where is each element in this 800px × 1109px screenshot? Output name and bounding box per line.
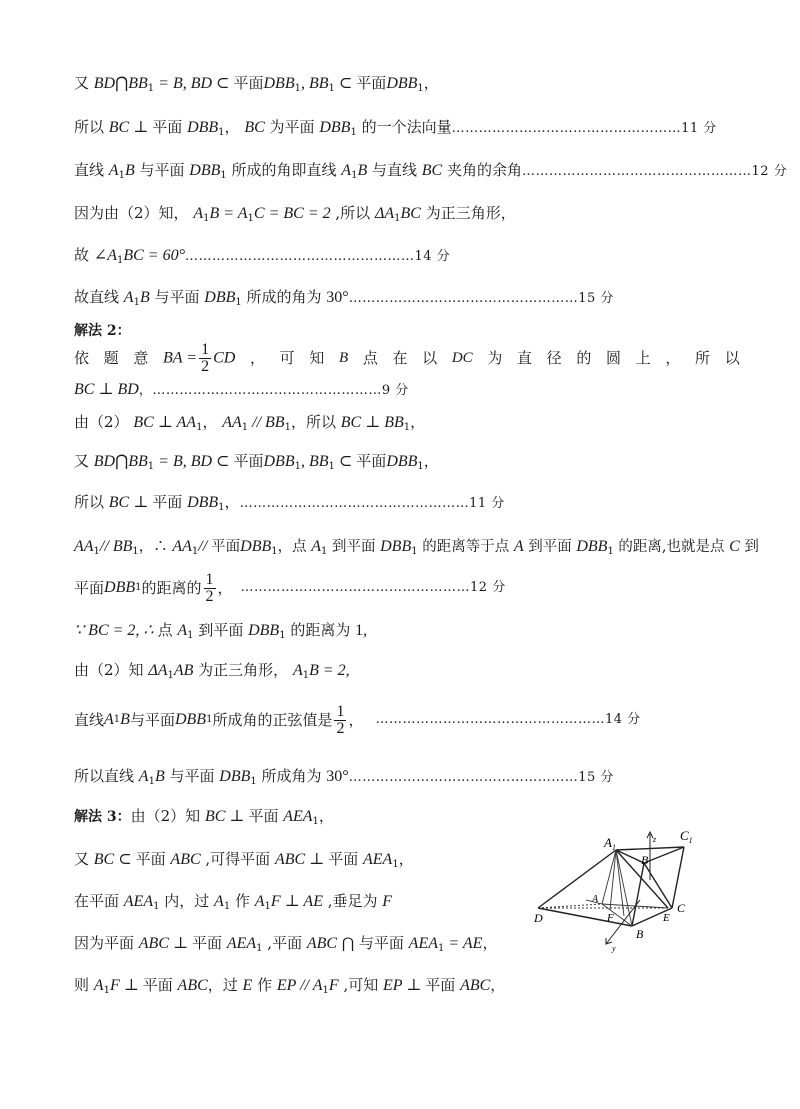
edge-D-A1 — [538, 850, 616, 908]
text-line-10: 由（2） BC ⊥ $AA_1$， $AA_1 // BB_1$，所以 BC ⊥ $BB_1$， — [74, 413, 426, 433]
text-line-16: 由（2）知 $\Delta A_1AB$ 为正三角形， $A_1B = 2$, — [74, 661, 350, 681]
edge-C1-C — [672, 847, 684, 908]
text-line-1: 又 $BD⋂BB_1 = B$, BD ⊂ 平面$DBB_1$, $BB_1$ ⊂ 平面$DBB_1$， — [74, 74, 439, 94]
text-line-15: ∵ BC = 2, ∴ 点 $A_1$ 到平面 $DBB_1$ 的距离为 1, — [74, 621, 368, 641]
edge-D-B — [538, 908, 632, 926]
score-12: ……………………………………………12 分 — [522, 164, 788, 179]
fraction-one-half: $\frac{1}{2}$ — [201, 340, 210, 375]
edge-B1-B — [632, 863, 644, 926]
label-B1: B — [641, 853, 649, 867]
score-14: ……………………………………………14 分 — [184, 249, 451, 264]
label-A1: $A_1$ — [604, 835, 616, 852]
score-11b: ……………………………………………11 分 — [239, 496, 505, 511]
label-y: y — [612, 944, 616, 953]
text-line-9: BC ⊥ BD，……………………………………………9 分 — [74, 381, 409, 398]
text-line-19: 解法 3：由（2）知 BC ⊥ 平面 $AEA_1$， — [74, 807, 334, 827]
label-C1: $C_1$ — [680, 828, 693, 845]
text-line-17: 直线 A 1 B 与平面 DBB 1 所成角的正弦值是 $\frac{1}{2}$ ， ……………………………………………14 分 — [74, 702, 641, 737]
text-line-18: 所以直线 $A_1B$ 与平面 $DBB_1$ 所成角为 30°……………………………………………15 分 — [74, 767, 614, 787]
score-9: ，……………………………………………9 分 — [138, 383, 409, 398]
text-line-20: 又 BC ⊂ 平面 ABC ,可得平面 ABC ⊥ 平面 $AEA_1$， — [74, 850, 414, 870]
score-15: ……………………………………………15 分 — [348, 291, 614, 306]
text-line-13: $AA_1//$ $BB_1$，∴ $AA_1//$ 平面$DBB_1$，点 $A_1$ 到平面 $DBB_1$ 的距离等于点 A 到平面 $DBB_1$ 的距离,也就是点 C 到 — [74, 538, 759, 557]
text-line-23: 则 $A_1F$ ⊥ 平面 ABC，过 E 作 EP // $A_1F$ ,可知 EP ⊥ 平面 ABC， — [74, 976, 506, 996]
score-15b: ……………………………………………15 分 — [348, 770, 614, 785]
text-line-22: 因为平面 ABC ⊥ 平面 $AEA_1$ ,平面 ABC ⋂ 与平面 $AEA_1$ = AE， — [74, 934, 498, 954]
label-D: D — [534, 911, 543, 925]
label-z: z — [653, 835, 657, 844]
label-F: F — [607, 912, 614, 924]
score-12b: ……………………………………………12 分 — [240, 580, 506, 595]
method-2-heading: 解法 2： — [74, 323, 131, 339]
text-line-4: 因为由（2）知， $A_1B = A_1C$ = BC = 2 ,所以 $\Delta A_1BC$ 为正三角形， — [74, 204, 516, 224]
label-A: A — [592, 894, 599, 905]
text-line-21: 在平面 $AEA_1$ 内，过 $A_1$ 作 $A_1F$ ⊥ AE ,垂足为 F — [74, 892, 393, 912]
text-line-14: 平面 DBB 1 的距离的 $\frac{1}{2}$ ， ……………………………………………12 分 — [74, 570, 506, 605]
text-line-12: 所以 BC ⊥ 平面 $DBB_1$，……………………………………………11 分 — [74, 493, 505, 513]
score-14b: ……………………………………………14 分 — [375, 712, 641, 727]
text-line-3: 直线 $A_1B$ 与平面 $DBB_1$ 所成的角即直线 $A_1B$ 与直线 BC 夹角的余角……………………………………………12 分 — [74, 161, 788, 181]
geometry-figure — [520, 820, 710, 955]
text-line-5: 故 $\angle A_1BC$ = 60°……………………………………………14 分 — [74, 246, 451, 266]
line-A1-F — [610, 850, 616, 910]
text-line-8: 依 题 意 BA = $\frac{1}{2}$ CD ， 可 知 B 点 在 以 DC 为 直 径 的 圆 上 ， 所 以 — [74, 340, 740, 375]
text-line-2: 所以 BC ⊥ 平面 $DBB_1$， BC 为平面 $DBB_1$ 的一个法向量……………………………………………11 分 — [74, 118, 717, 138]
text-line-11: 又 $BD⋂BB_1 = B$, BD ⊂ 平面$DBB_1$, $BB_1$ ⊂ 平面$DBB_1$， — [74, 452, 439, 472]
fraction-one-half-b: $\frac{1}{2}$ — [205, 570, 214, 605]
text-line-6: 故直线 $A_1B$ 与平面 $DBB_1$ 所成的角为 30°……………………………………………15 分 — [74, 288, 614, 308]
label-B: B — [636, 927, 644, 941]
score-11: ……………………………………………11 分 — [451, 121, 717, 136]
label-C: C — [677, 901, 686, 915]
label-E: E — [663, 912, 670, 924]
edge-A1-B1 — [616, 850, 644, 863]
method-3-heading: 解法 3： — [74, 809, 131, 825]
fraction-one-half-c: $\frac{1}{2}$ — [336, 702, 345, 737]
